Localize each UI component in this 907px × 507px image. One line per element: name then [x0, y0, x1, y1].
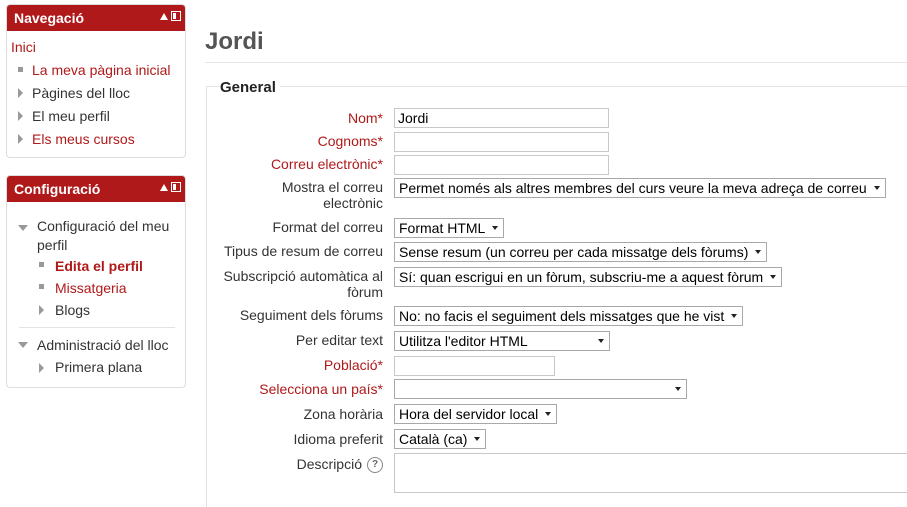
mailformat-value: Format HTML [399, 220, 486, 236]
trackforums-label: Seguiment dels fòrums [239, 307, 383, 323]
htmleditor-select[interactable] [394, 331, 610, 351]
description-label [220, 456, 383, 473]
dropdown-arrow-icon [755, 250, 761, 254]
dock-icon[interactable] [171, 11, 181, 21]
email-label-text: Correu electrònic [270, 156, 378, 172]
autosubscribe-value: Sí: quan escrigui en un fòrum, subscriu-me a aquest fòrum [399, 269, 764, 285]
help-icon[interactable]: ? [367, 457, 383, 473]
navigation-block [6, 4, 186, 158]
country-select[interactable] [394, 379, 687, 399]
email-input[interactable] [394, 155, 609, 175]
autosubscribe-label-line1: Subscripció automàtica al [223, 268, 383, 284]
dock-icon[interactable] [171, 182, 181, 192]
maildisplay-select[interactable] [394, 178, 886, 198]
nav-my-home-link[interactable]: La meva pàgina inicial [32, 62, 171, 78]
required-marker: * [377, 133, 383, 149]
collapse-icon[interactable] [160, 184, 168, 191]
description-editor[interactable] [394, 453, 907, 493]
country-label [220, 381, 383, 397]
expand-arrow-icon[interactable] [18, 134, 23, 144]
dropdown-arrow-icon [474, 437, 480, 441]
fieldset-legend[interactable]: General [220, 79, 280, 96]
dropdown-arrow-icon [598, 339, 604, 343]
collapse-arrow-icon[interactable] [18, 225, 28, 231]
settings-messaging[interactable]: Missatgeria [55, 280, 127, 296]
bullet-icon [18, 67, 23, 72]
trackforums-select[interactable] [394, 306, 743, 326]
lang-select[interactable] [394, 429, 486, 449]
settings-block [6, 175, 186, 388]
htmleditor-value: Utilitza l'editor HTML [399, 333, 528, 349]
required-marker: * [377, 381, 383, 397]
city-input[interactable] [394, 356, 555, 376]
page-title: Jordi [205, 28, 264, 55]
maildigest-label: Tipus de resum de correu [224, 243, 383, 259]
email-label [220, 156, 383, 172]
settings-front-page[interactable]: Primera plana [55, 359, 143, 375]
autosubscribe-select[interactable] [394, 267, 782, 287]
maildigest-value: Sense resum (un correu per cada missatge dels fòrums) [399, 244, 749, 260]
autosubscribe-label-line2: fòrum [347, 284, 383, 300]
city-label-text: Població [323, 357, 378, 373]
settings-profile-section[interactable]: Configuració del meu perfil [37, 218, 170, 253]
mailformat-label: Format del correu [272, 219, 383, 235]
settings-block-header [7, 176, 185, 202]
htmleditor-label: Per editar text [295, 332, 383, 348]
expand-arrow-icon[interactable] [18, 88, 23, 98]
mailformat-select[interactable] [394, 218, 504, 238]
collapse-arrow-icon[interactable] [18, 342, 28, 348]
bullet-icon [39, 262, 44, 267]
lastname-label [220, 133, 383, 149]
block-divider [19, 327, 175, 328]
expand-arrow-icon[interactable] [39, 363, 44, 373]
maildisplay-label-line1: Mostra el correu [281, 179, 383, 195]
city-label [220, 357, 383, 373]
dropdown-arrow-icon [675, 387, 681, 391]
country-label-text: Selecciona un país [259, 381, 378, 397]
maildisplay-label-line2: electrònic [323, 195, 383, 211]
dropdown-arrow-icon [492, 226, 498, 230]
required-marker: * [377, 357, 383, 373]
required-marker: * [377, 156, 383, 172]
navigation-block-title: Navegació [14, 10, 85, 26]
lastname-label-text: Cognoms [317, 133, 378, 149]
timezone-value: Hora del servidor local [399, 406, 539, 422]
settings-edit-profile[interactable]: Edita el perfil [55, 258, 143, 274]
nav-my-courses[interactable]: Els meus cursos [32, 131, 135, 147]
firstname-input[interactable] [394, 108, 609, 128]
collapse-icon[interactable] [160, 13, 168, 20]
settings-block-title: Configuració [14, 181, 101, 197]
dropdown-arrow-icon [731, 314, 737, 318]
autosubscribe-label [220, 268, 383, 300]
expand-arrow-icon[interactable] [18, 111, 23, 121]
settings-blogs[interactable]: Blogs [55, 302, 91, 318]
maildisplay-value: Permet només als altres membres del curs veure la meva adreça de correu [399, 180, 867, 196]
lastname-input[interactable] [394, 132, 609, 152]
required-marker: * [377, 110, 383, 126]
lang-value: Català (ca) [399, 431, 468, 447]
dropdown-arrow-icon [545, 412, 551, 416]
nav-home-link[interactable]: Inici [11, 39, 36, 55]
dropdown-arrow-icon [770, 275, 776, 279]
description-label-text: Descripció [296, 456, 362, 472]
nav-my-profile[interactable]: El meu perfil [32, 108, 110, 124]
navigation-block-header [7, 5, 185, 31]
settings-site-admin[interactable]: Administració del lloc [37, 337, 169, 353]
firstname-label-text: Nom [347, 110, 378, 126]
dropdown-arrow-icon [874, 186, 880, 190]
maildisplay-label [220, 179, 383, 211]
trackforums-value: No: no facis el seguiment dels missatges que he vist [399, 308, 725, 324]
maildigest-select[interactable] [394, 242, 767, 262]
title-divider [205, 62, 907, 63]
firstname-label [220, 110, 383, 126]
bullet-icon [39, 284, 44, 289]
nav-site-pages[interactable]: Pàgines del lloc [32, 85, 131, 101]
timezone-label: Zona horària [303, 406, 383, 422]
expand-arrow-icon[interactable] [39, 305, 44, 315]
timezone-select[interactable] [394, 404, 557, 424]
lang-label: Idioma preferit [293, 431, 383, 447]
